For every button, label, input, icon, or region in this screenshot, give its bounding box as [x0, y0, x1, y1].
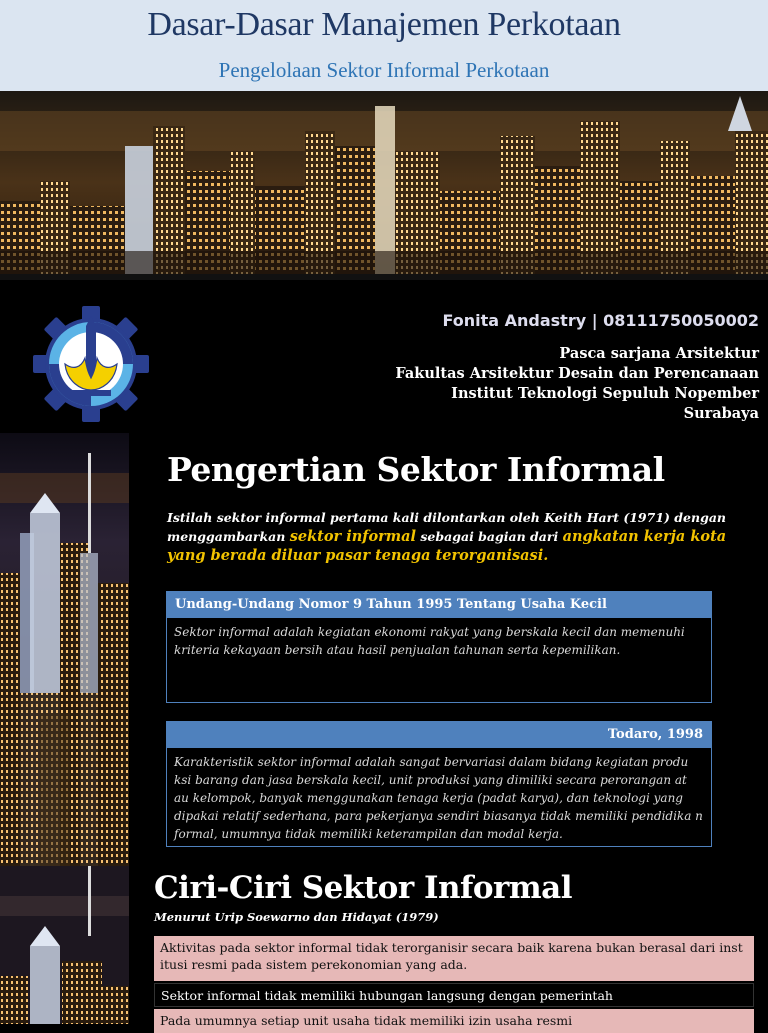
page-subtitle: Pengelolaan Sektor Informal Perkotaan [218, 58, 550, 82]
characteristic-item: Sektor informal tidak memiliki hubungan langsung dengan pemerintah [154, 983, 754, 1007]
definition-box [166, 721, 712, 847]
author-affiliation-line: Fakultas Arsitektur Desain dan Perencanaan [395, 365, 759, 382]
intro-highlight: angkatan kerja kota yang berada diluar pasar tenaga terorganisasi. [167, 528, 727, 564]
definition-box-title: Undang-Undang Nomor 9 Tahun 1995 Tentang Usaha Kecil [167, 592, 711, 618]
section-heading: Ciri-Ciri Sektor Informal [154, 870, 573, 906]
author-affiliation-line: Institut Teknologi Sepuluh Nopember [451, 385, 759, 402]
author-affiliation-line: Pasca sarjana Arsitektur [559, 345, 759, 362]
author-affiliation-line: Surabaya [683, 405, 759, 422]
page-title: Dasar-Dasar Manajemen Perkotaan [147, 6, 621, 43]
author-name-phone: Fonita Andastry | 08111750050002 [442, 311, 759, 330]
definition-box-body: Sektor informal adalah kegiatan ekonomi rakyat yang berskala kecil dan memenuhi kriteria kekayaan bersih atau hasil penjualan tahunan serta kepemilikan. [174, 625, 685, 657]
characteristic-item: Pada umumnya setiap unit usaha tidak memiliki izin usaha resmi [154, 1009, 754, 1033]
intro-paragraph [167, 508, 727, 565]
its-logo [32, 305, 150, 423]
section-heading: Pengertian Sektor Informal [167, 450, 665, 489]
city-side-photo [0, 866, 129, 1024]
characteristic-item: Aktivitas pada sektor informal tidak terorganisir secara baik karena bukan berasal dari inst itusi resmi pada sistem perekonomian yang ada. [154, 936, 754, 981]
definition-box [166, 591, 712, 703]
definition-box-body: Karakteristik sektor informal adalah sangat bervariasi dalam bidang kegiatan produ ksi barang dan jasa berskala kecil, unit produksi yang dimiliki secara perorangan at au kelompok, banyak menggunakan tenaga kerja (padat karya), dan teknologi yang dipakai relatif sederhana, para pekerjanya sendiri biasanya tidak memiliki pendidika n formal, umumnya tidak memiliki keterampilan dan modal kerja. [174, 755, 703, 841]
section-source: Menurut Urip Soewarno dan Hidayat (1979) [154, 910, 439, 924]
city-banner-image [0, 91, 768, 274]
intro-text: Istilah sektor informal pertama kali dilontarkan oleh Keith Hart (1971) dengan menggambarkan [167, 510, 727, 544]
intro-highlight: sektor informal [289, 528, 417, 545]
author-block [395, 311, 759, 424]
intro-text: sebagai bagian dari [416, 529, 563, 544]
city-side-photo [0, 433, 129, 866]
definition-box-title: Todaro, 1998 [167, 722, 711, 748]
banner-divider [0, 274, 768, 280]
header [0, 0, 768, 91]
